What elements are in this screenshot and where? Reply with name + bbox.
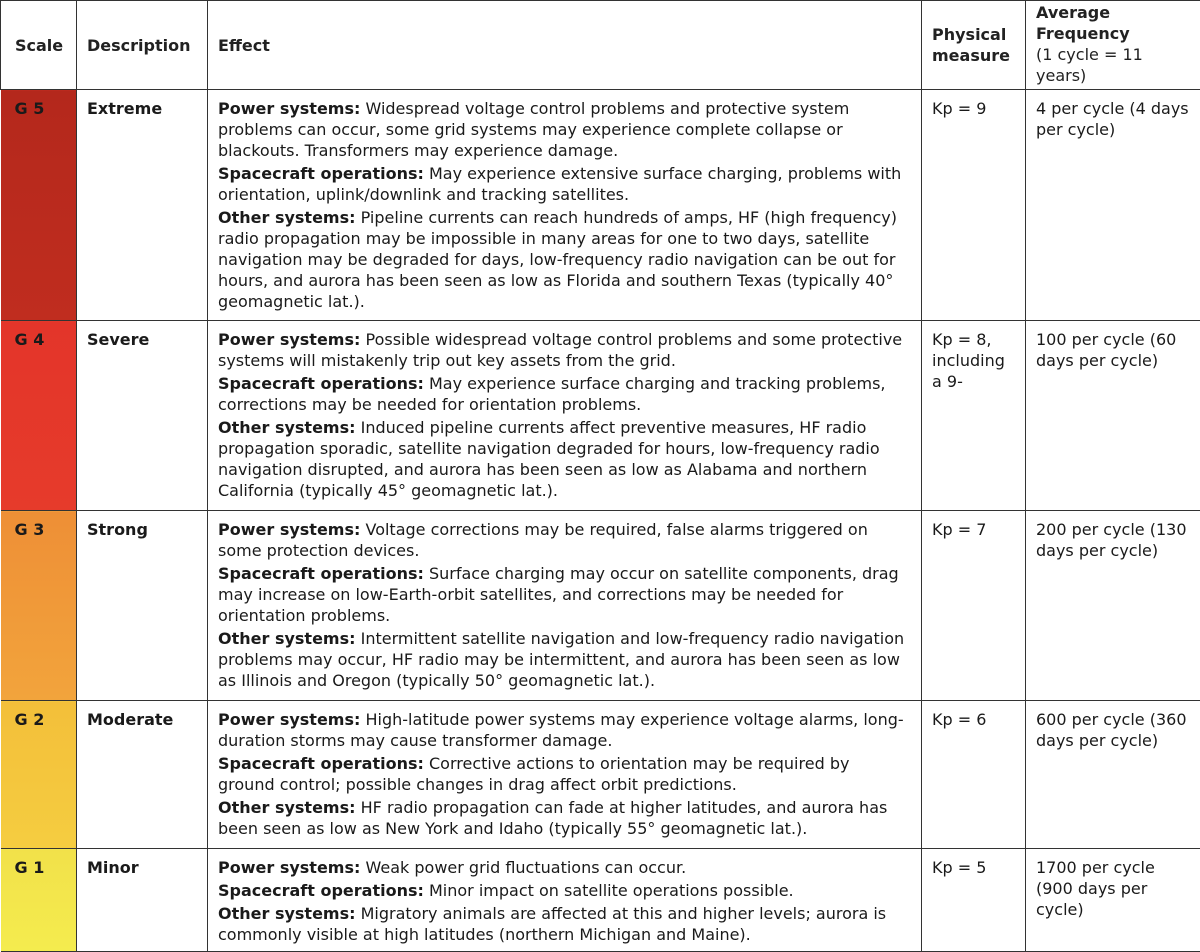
other-systems-label: Other systems:: [218, 418, 356, 437]
header-physical-l2: measure: [932, 46, 1010, 65]
physical-measure-cell: [922, 511, 1026, 701]
spacecraft-operations-text: Minor impact on satellite operations possible.: [429, 881, 794, 900]
spacecraft-operations-label: Spacecraft operations:: [218, 164, 424, 183]
description-text: Minor: [77, 849, 207, 878]
scale-label: G 3: [1, 511, 77, 540]
effect-cell: [208, 90, 922, 321]
frequency-cell: [1026, 321, 1200, 511]
header-average-frequency: [1026, 1, 1200, 90]
header-physical-l1: Physical: [932, 25, 1006, 44]
description-cell: [77, 849, 208, 952]
header-row: [1, 1, 1200, 90]
frequency-text: 100 per cycle (60 days per cycle): [1026, 321, 1200, 371]
spacecraft-operations-text: Surface charging may occur on satellite components, drag may increase on low-Earth-orbit satellites, and corrections may be needed for orientation problems.: [218, 564, 899, 625]
physical-measure-text: Kp = 5: [922, 849, 1025, 878]
scale-cell: [1, 849, 77, 952]
other-systems-text: Migratory animals are affected at this and higher levels; aurora is commonly visible at high latitudes (northern Michigan and Maine).: [218, 904, 886, 944]
header-scale: Scale: [1, 1, 77, 90]
other-systems-label: Other systems:: [218, 208, 356, 227]
description-text: Strong: [77, 511, 207, 540]
scale-label: G 4: [1, 321, 77, 350]
power-systems-text: Widespread voltage control problems and protective system problems can occur, some grid systems may experience complete collapse or blackouts. Transformers may experience damage.: [218, 99, 849, 160]
frequency-cell: [1026, 701, 1200, 849]
power-systems-text: Possible widespread voltage control problems and some protective systems will mistakenly trip out key assets from the grid.: [218, 330, 902, 370]
table-row: [1, 90, 1200, 321]
description-text: Severe: [77, 321, 207, 350]
scale-cell: [1, 701, 77, 849]
header-freq-l2: Frequency: [1036, 24, 1130, 43]
spacecraft-operations-label: Spacecraft operations:: [218, 374, 424, 393]
frequency-text: 4 per cycle (4 days per cycle): [1026, 90, 1200, 140]
other-systems-label: Other systems:: [218, 798, 356, 817]
power-systems-text: Weak power grid fluctuations can occur.: [365, 858, 686, 877]
physical-measure-cell: [922, 90, 1026, 321]
effect-cell: [208, 849, 922, 952]
other-systems-label: Other systems:: [218, 904, 356, 923]
physical-measure-text: Kp = 9: [922, 90, 1025, 119]
scale-cell: [1, 511, 77, 701]
header-physical-measure: [922, 1, 1026, 90]
header-freq-l3: (1 cycle = 11: [1036, 45, 1143, 64]
header-effect: Effect: [208, 1, 922, 90]
effect-cell: [208, 511, 922, 701]
table-row: [1, 701, 1200, 849]
description-cell: [77, 90, 208, 321]
power-systems-label: Power systems:: [218, 330, 360, 349]
header-freq-l4: years): [1036, 66, 1086, 85]
scale-label: G 2: [1, 701, 77, 730]
spacecraft-operations-label: Spacecraft operations:: [218, 564, 424, 583]
header-description: Description: [77, 1, 208, 90]
physical-measure-cell: [922, 849, 1026, 952]
other-systems-text: Induced pipeline currents affect preventive measures, HF radio propagation sporadic, satellite navigation degraded for hours, low-frequency radio navigation disrupted, and aurora has been seen as low as Alabama and northern California (typically 45° geomagnetic lat.).: [218, 418, 880, 500]
effect-cell: [208, 321, 922, 511]
description-text: Moderate: [77, 701, 207, 730]
physical-measure-text: Kp = 6: [922, 701, 1025, 730]
spacecraft-operations-label: Spacecraft operations:: [218, 754, 424, 773]
frequency-text: 600 per cycle (360 days per cycle): [1026, 701, 1200, 751]
frequency-cell: [1026, 849, 1200, 952]
table-row: [1, 321, 1200, 511]
power-systems-label: Power systems:: [218, 99, 360, 118]
other-systems-text: HF radio propagation can fade at higher latitudes, and aurora has been seen as low as New York and Idaho (typically 55° geomagnetic lat.).: [218, 798, 887, 838]
header-freq-l1: Average: [1036, 3, 1110, 22]
power-systems-label: Power systems:: [218, 858, 360, 877]
power-systems-text: High-latitude power systems may experience voltage alarms, long-duration storms may cause transformer damage.: [218, 710, 904, 750]
description-cell: [77, 701, 208, 849]
physical-measure-cell: [922, 321, 1026, 511]
description-cell: [77, 511, 208, 701]
scale-cell: [1, 90, 77, 321]
table-row: [1, 849, 1200, 952]
scale-label: G 5: [1, 90, 77, 119]
description-text: Extreme: [77, 90, 207, 119]
other-systems-text: Pipeline currents can reach hundreds of amps, HF (high frequency) radio propagation may be impossible in many areas for one to two days, satellite navigation may be degraded for days, low-frequency radio navigation can be out for hours, and aurora has been seen as low as Florida and southern Texas (typically 40° geomagnetic lat.).: [218, 208, 897, 311]
power-systems-text: Voltage corrections may be required, false alarms triggered on some protection devices.: [218, 520, 868, 560]
other-systems-label: Other systems:: [218, 629, 356, 648]
spacecraft-operations-text: May experience surface charging and tracking problems, corrections may be needed for orientation problems.: [218, 374, 886, 414]
spacecraft-operations-text: May experience extensive surface charging, problems with orientation, uplink/downlink and tracking satellites.: [218, 164, 901, 204]
power-systems-label: Power systems:: [218, 710, 360, 729]
physical-measure-cell: [922, 701, 1026, 849]
other-systems-text: Intermittent satellite navigation and low-frequency radio navigation problems may occur, HF radio may be intermittent, and aurora has been seen as low as Illinois and Oregon (typically 50° geomagnetic lat.).: [218, 629, 904, 690]
physical-measure-text: Kp = 8, including a 9-: [922, 321, 1025, 392]
scale-label: G 1: [1, 849, 77, 878]
effect-cell: [208, 701, 922, 849]
physical-measure-text: Kp = 7: [922, 511, 1025, 540]
table-row: [1, 511, 1200, 701]
frequency-cell: [1026, 511, 1200, 701]
description-cell: [77, 321, 208, 511]
frequency-text: 1700 per cycle (900 days per cycle): [1026, 849, 1200, 920]
frequency-text: 200 per cycle (130 days per cycle): [1026, 511, 1200, 561]
scale-cell: [1, 321, 77, 511]
spacecraft-operations-text: Corrective actions to orientation may be required by ground control; possible changes in drag affect orbit predictions.: [218, 754, 849, 794]
spacecraft-operations-label: Spacecraft operations:: [218, 881, 424, 900]
power-systems-label: Power systems:: [218, 520, 360, 539]
frequency-cell: [1026, 90, 1200, 321]
